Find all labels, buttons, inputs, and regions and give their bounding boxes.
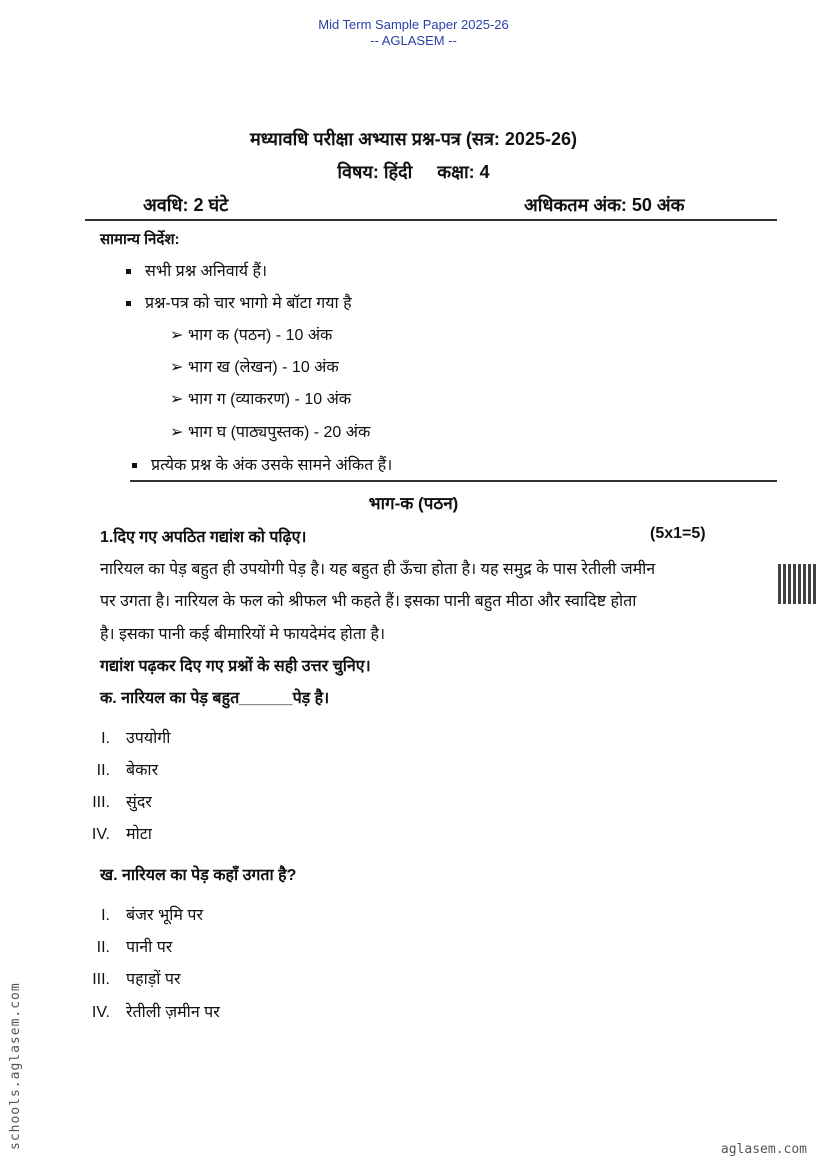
option: I. बंजर भूमि पर (101, 907, 204, 924)
option: IV. मोटा (91, 826, 152, 843)
divider (85, 219, 777, 221)
duration: अवधि: 2 घंटे (143, 195, 229, 215)
option: II. बेकार (96, 762, 159, 779)
part-item: ➢ भाग ख (लेखन) - 10 अंक (170, 359, 339, 376)
subject-class: विषय: हिंदी कक्षा: 4 (337, 162, 490, 182)
qr-code (778, 564, 816, 604)
max-marks: अधिकतम अंक: 50 अंक (524, 195, 685, 215)
option: III. पहाड़ों पर (92, 971, 181, 988)
header-line-2: -- AGLASEM -- (370, 33, 457, 48)
question-1-marks: (5x1=5) (650, 525, 706, 542)
question-kha: ख. नारियल का पेड़ कहाँ उगता है? (100, 867, 297, 884)
instruction-item: प्रश्न-पत्र को चार भागो मे बॉटा गया है (126, 291, 352, 313)
question-ka: क. नारियल का पेड़ बहुत______पेड़ है। (100, 690, 330, 707)
passage-instruction: गद्यांश पढ़कर दिए गए प्रश्नों के सही उत्तर चुनिए। (100, 658, 371, 675)
paper-title: मध्यावधि परीक्षा अभ्यास प्रश्न-पत्र (सत्र: 2025-26) (250, 129, 577, 149)
passage-line: है। इसका पानी कई बीमारियों मे फायदेमंद होता है। (100, 626, 386, 643)
instruction-item: प्रत्येक प्रश्न के अंक उसके सामने अंकित हैं। (132, 453, 392, 475)
option: IV. रेतीली ज़मीन पर (91, 1004, 220, 1021)
passage-line: पर उगता है। नारियल के फल को श्रीफल भी कहते हैं। इसका पानी बहुत मीठा और स्वादिष्ट होता (100, 593, 637, 610)
option: I. उपयोगी (101, 730, 171, 747)
question-1: 1.दिए गए अपठित गद्यांश को पढ़िए। (100, 529, 307, 546)
passage-line: नारियल का पेड़ बहुत ही उपयोगी पेड़ है। यह बहुत ही ऊँचा होता है। यह समुद्र के पास रेतीली जमीन (100, 561, 656, 578)
instructions-heading: सामान्य निर्देश: (100, 231, 180, 248)
part-item: ➢ भाग घ (पाठ्यपुस्तक) - 20 अंक (170, 424, 371, 441)
instruction-item: सभी प्रश्न अनिवार्य हैं। (126, 259, 267, 281)
option: III. सुंदर (92, 794, 152, 811)
section-heading: भाग-क (पठन) (368, 494, 459, 513)
divider (130, 480, 777, 482)
footer-watermark: aglasem.com (720, 1142, 807, 1157)
part-item: ➢ भाग क (पठन) - 10 अंक (170, 327, 333, 344)
part-item: ➢ भाग ग (व्याकरण) - 10 अंक (170, 391, 352, 408)
option: II. पानी पर (96, 939, 173, 956)
side-watermark: schools.aglasem.com (8, 982, 23, 1150)
header-line-1: Mid Term Sample Paper 2025-26 (318, 17, 509, 32)
